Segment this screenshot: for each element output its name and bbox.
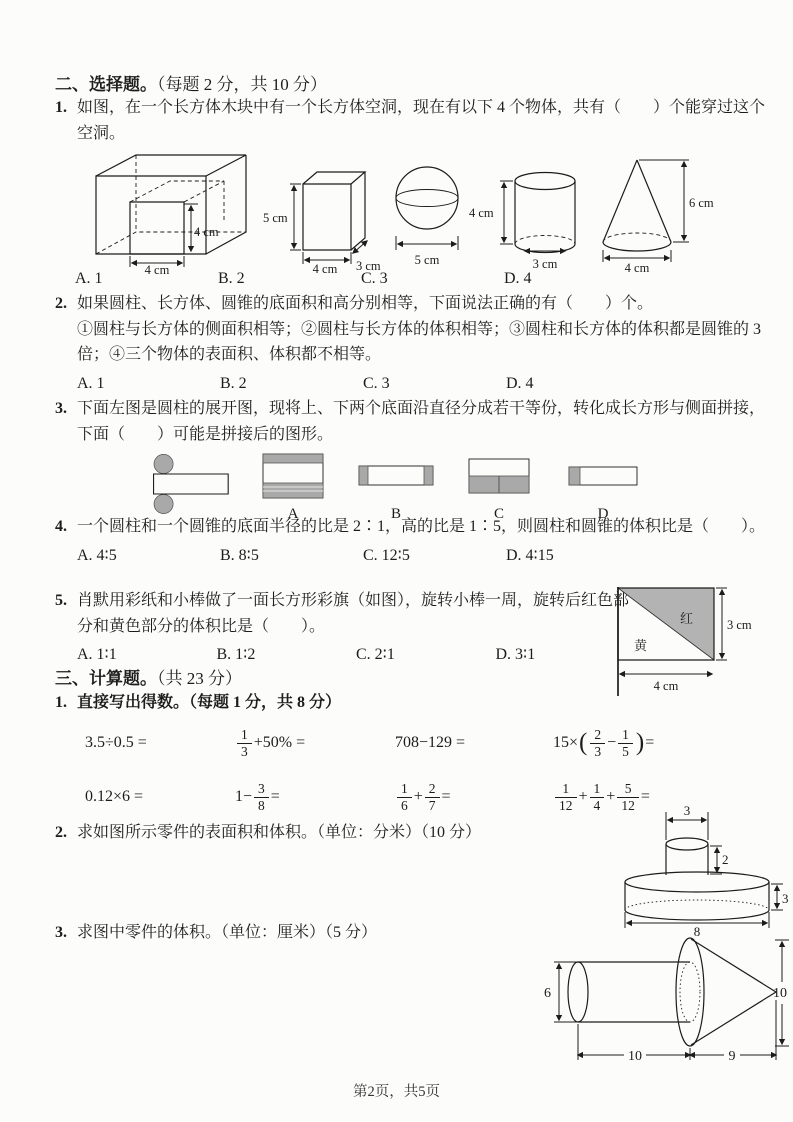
q4-option-d: D. 4∶15	[506, 546, 554, 564]
part-figure-cylinder-cone	[538, 930, 793, 1072]
calc-question-2-number: 2.	[55, 824, 67, 841]
flag-width-label: 4 cm	[653, 679, 679, 693]
cyl-diameter-label: 6	[544, 986, 551, 1001]
part-figure-two-cylinders	[610, 804, 792, 938]
expr-1: 3.5÷0.5 =	[85, 734, 147, 751]
mental-math-row-1	[85, 718, 654, 768]
calc-question-2-text: 求如图所示零件的表面积和体积。（单位：分米）（10 分）	[77, 824, 482, 841]
question-4-text: 一个圆柱和一个圆锥的底面半径的比是 2∶1，高的比是 1∶5，则圆柱和圆锥的体积比是（ ）。	[77, 518, 766, 535]
cone-figure	[591, 146, 721, 274]
flag-figure	[606, 584, 758, 696]
question-2-text: 如果圆柱、长方体、圆锥的底面积和高分别相等，下面说法正确的有（ ）个。	[77, 295, 654, 312]
calc-question-3	[55, 920, 557, 946]
section2-title-rest: （每题 2 分，共 10 分）	[157, 75, 327, 94]
expr-4: 15× ( $\frac{2}{3}$ − $\frac{1}{5}$ ) =	[553, 726, 655, 759]
cuboid-height-label: 5 cm	[263, 211, 288, 225]
top-cyl-height-label: 2	[722, 852, 729, 867]
q2-option-b: B. 2	[220, 374, 247, 392]
cylinder-diameter-label: 3 cm	[532, 257, 558, 271]
question-2-subtext: ①圆柱与长方体的侧面积相等；②圆柱与长方体的体积相等；③圆柱和长方体的体积都是圆锥的 3 倍；④三个物体的表面积、体积都不相等。	[77, 320, 762, 364]
question-1-text: 如图，在一个长方体木块中有一个长方体空洞，现在有以下 4 个物体，共有（ ）个能穿过这个空洞。	[77, 99, 766, 142]
question-2-number: 2.	[55, 295, 67, 312]
expr-5: 0.12×6 =	[85, 788, 144, 805]
question-4-number: 4.	[55, 518, 67, 535]
question-2	[55, 291, 772, 396]
q5-option-d: D. 3∶1	[495, 646, 536, 664]
section2-title	[55, 70, 327, 95]
q2-option-d: D. 4	[506, 374, 534, 392]
cone-diameter-label: 4 cm	[624, 261, 650, 274]
q3-label-d: D	[597, 506, 609, 523]
question-3-number: 3.	[55, 400, 67, 417]
bottom-cyl-diameter-label: 8	[693, 924, 701, 938]
q2-option-c: C. 3	[363, 374, 390, 392]
cone-length-label: 9	[728, 1049, 736, 1064]
q5-option-c: C. 2∶1	[356, 646, 395, 664]
sphere-figure	[387, 152, 467, 274]
small-cuboid-figure	[263, 146, 387, 274]
flag-yellow-label: 黄	[634, 638, 648, 653]
hole-height-label: 4 cm	[194, 225, 219, 239]
mental-math-row-2	[85, 772, 650, 822]
q5-option-b: B. 1∶2	[216, 646, 256, 664]
q3-option-a-figure	[262, 453, 324, 499]
question-1-figures	[88, 146, 721, 274]
question-1	[55, 95, 767, 146]
question-5	[55, 588, 635, 668]
hole-width-label: 4 cm	[144, 263, 170, 274]
question-5-number: 5.	[55, 592, 67, 609]
section3-title	[55, 664, 242, 689]
cyl-length-label: 10	[628, 1049, 642, 1064]
cylinder-net-figure	[139, 453, 230, 515]
expr-6: 1− $\frac{3}{8}$ =	[235, 780, 280, 813]
expr-8: $\frac{1}{12}$ + $\frac{1}{4}$ + $\frac{5}{12}$ =	[553, 781, 650, 813]
flag-height-label: 3 cm	[727, 618, 752, 632]
q3-option-b-figure	[358, 453, 434, 499]
cone-height-label: 6 cm	[689, 196, 714, 210]
section3-title-bold: 三、计算题。	[55, 669, 157, 688]
calc-question-1-text: 直接写出得数。（每题 1 分，共 8 分）	[77, 694, 342, 711]
question-3	[55, 396, 772, 526]
bottom-cyl-height-label: 3	[782, 891, 789, 906]
cuboid-with-hole-figure	[88, 146, 263, 274]
q1-option-b: B. 2	[218, 270, 245, 287]
top-cyl-diameter-label: 3	[683, 804, 691, 818]
question-5-text: 肖默用彩纸和小棒做了一面长方形彩旗（如图），旋转小棒一周，旋转后红色部分和黄色部分的体积比是（ ）。	[77, 592, 630, 635]
q5-option-a: A. 1∶1	[77, 646, 117, 664]
question-1-options	[75, 270, 647, 288]
question-2-options	[77, 371, 772, 397]
section3-title-rest: （共 23 分）	[157, 669, 242, 688]
question-1-number: 1.	[55, 99, 67, 116]
expr-2: $\frac{1}{3}$ +50% =	[235, 727, 395, 759]
q3-option-c-figure	[468, 453, 530, 499]
sphere-diameter-label: 5 cm	[414, 253, 440, 267]
q3-label-a: A	[287, 506, 299, 523]
q4-option-c: C. 12∶5	[363, 546, 410, 564]
calc-question-1	[55, 690, 767, 716]
section2-title-bold: 二、选择题。	[55, 75, 157, 94]
calc-question-3-number: 3.	[55, 924, 67, 941]
cylinder-height-label: 4 cm	[469, 206, 494, 220]
cone-diameter-label: 10	[773, 986, 787, 1001]
q2-option-a: A. 1	[77, 374, 105, 392]
q3-option-d-figure	[568, 453, 638, 499]
question-4	[55, 514, 772, 568]
expr-3: 708−129 =	[395, 734, 466, 751]
cuboid-depth-label: 3 cm	[356, 259, 381, 273]
q1-option-d: D. 4	[504, 270, 532, 287]
flag-red-label: 红	[680, 611, 694, 626]
cuboid-width-label: 4 cm	[312, 262, 338, 274]
cylinder-figure	[467, 149, 591, 274]
q1-option-a: A. 1	[75, 270, 103, 287]
page-footer: 第2页，共5页	[353, 1084, 440, 1100]
calc-question-1-number: 1.	[55, 694, 67, 711]
q4-option-b: B. 8∶5	[220, 546, 259, 564]
question-4-options	[77, 543, 772, 569]
question-3-text: 下面左图是圆柱的展开图，现将上、下两个底面沿直径分成若干等份，转化成长方形与侧面拼接，下面（ ）可能是拼接后的图形。	[77, 400, 766, 443]
q3-label-c: C	[493, 506, 504, 523]
calc-question-3-text: 求图中零件的体积。（单位：厘米）（5 分）	[77, 924, 378, 941]
q3-label-b: B	[390, 506, 401, 523]
expr-7: $\frac{1}{6}$ + $\frac{2}{7}$ =	[395, 781, 553, 813]
q1-option-c: C. 3	[361, 270, 388, 287]
calc-question-2	[55, 820, 637, 846]
q4-option-a: A. 4∶5	[77, 546, 117, 564]
